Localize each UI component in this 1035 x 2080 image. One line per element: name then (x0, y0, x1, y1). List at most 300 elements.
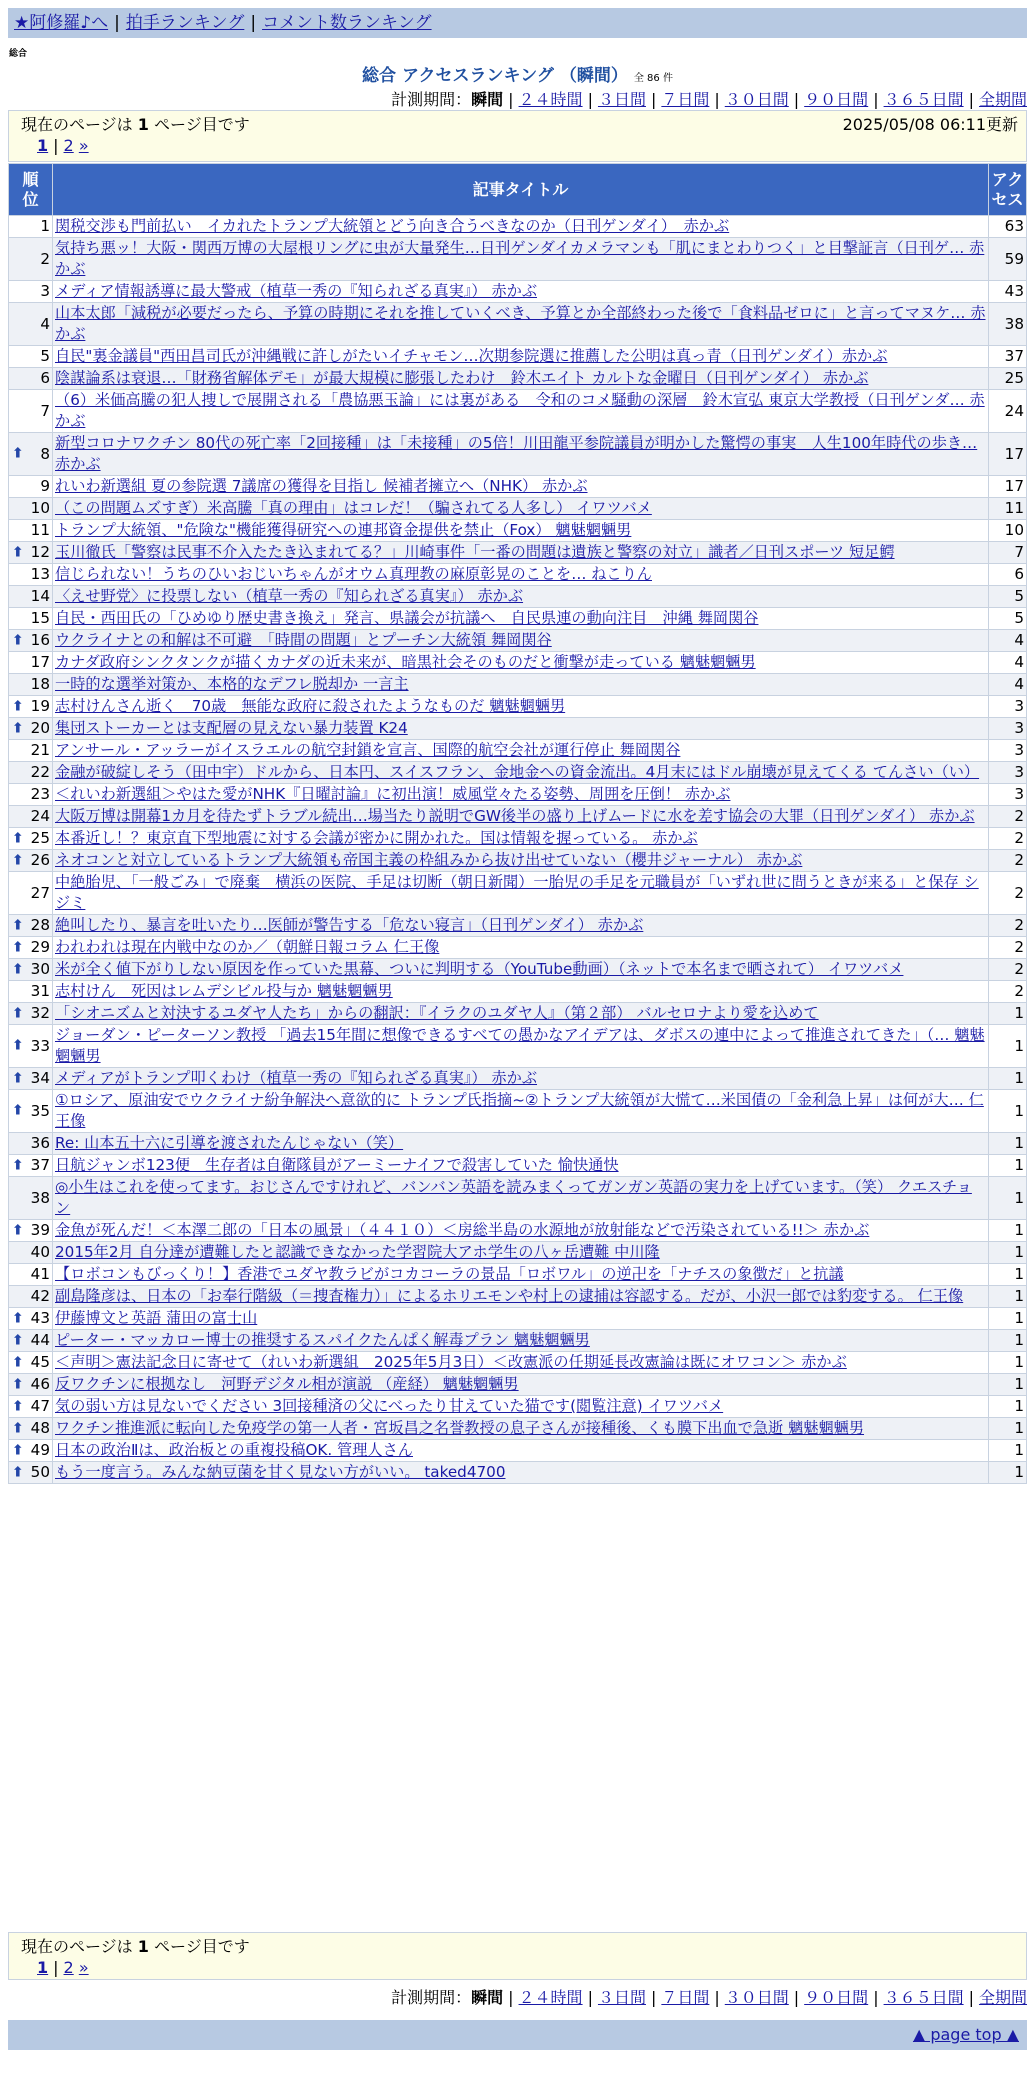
rank-number: 4 (40, 314, 50, 333)
access-count: 1 (989, 1374, 1027, 1396)
clap-ranking-link[interactable]: 拍手ランキング (125, 13, 245, 33)
article-title-link[interactable]: 絶叫したり、暴言を吐いたり…医師が警告する「危ない寝言」（日刊ゲンダイ） 赤かぶ (55, 916, 644, 934)
rank-number: 44 (30, 1331, 50, 1349)
page-link-current[interactable]: 1 (37, 136, 49, 155)
up-arrow-icon: ⬆ (12, 1376, 24, 1392)
up-arrow-icon: ⬆ (12, 1332, 24, 1348)
title-cell (53, 718, 989, 740)
period-option-link[interactable]: ９０日間 (804, 90, 869, 109)
access-count: 1 (989, 1330, 1027, 1352)
access-count: 1 (989, 1396, 1027, 1418)
table-row (9, 586, 1027, 608)
rank-number: 7 (40, 401, 50, 420)
article-title-link[interactable]: 金融が破綻しそう（田中宇）ドルから、日本円、スイスフラン、金地金への資金流出。4月末にはドル崩壊が見えてくる てんさい（い） (55, 763, 980, 781)
title-cell (53, 1352, 989, 1374)
rank-number: 36 (30, 1134, 50, 1152)
access-count: 3 (989, 740, 1027, 762)
article-title-link[interactable]: もう一度言う。みんな納豆菌を甘く見ない方がいい。 taked4700 (55, 1463, 506, 1481)
rank-cell (9, 630, 53, 652)
table-row (9, 303, 1027, 346)
article-title-link[interactable]: メディア情報誘導に最大警戒（植草一秀の『知られざる真実』） 赤かぶ (55, 282, 538, 300)
period-current: 瞬間 (471, 1988, 504, 2007)
period-selector-bottom (391, 1985, 1027, 2008)
rank-cell (9, 762, 53, 784)
up-arrow-icon: ⬆ (12, 939, 24, 955)
article-title-link[interactable]: 本番近し！？東京直下型地震に対する会議が密かに開かれた。国は情報を握っている。 赤かぶ (55, 829, 698, 847)
article-title-link[interactable]: われわれは現在内戦中なのか／（朝鮮日報コラム 仁王像 (55, 938, 440, 956)
rank-number: 15 (30, 609, 50, 627)
table-row (9, 281, 1027, 303)
table-row (9, 1242, 1027, 1264)
table-row (9, 368, 1027, 390)
page-link-current[interactable]: 1 (37, 1958, 49, 1977)
page-link[interactable]: 2 (63, 1958, 74, 1977)
rank-number: 24 (30, 807, 50, 825)
page-link[interactable]: 2 (63, 136, 74, 155)
article-title-link[interactable]: 気の弱い方は見ないでください 3回接種済の父にべったり甘えていた猫です(閲覧注意) イワツバメ (55, 1397, 724, 1415)
title-cell (53, 238, 989, 281)
article-title-link[interactable]: 【ロボコンもびっくり！】香港でユダヤ教ラビがコカコーラの景品「ロボワル」の逆卍を「ナチスの象徴だ」と抗議 (55, 1265, 844, 1283)
period-separator: | (508, 1988, 514, 2007)
rank-number: 40 (30, 1243, 50, 1261)
title-cell (53, 1155, 989, 1177)
access-count: 43 (989, 281, 1027, 303)
article-title-link[interactable]: アンサール・アッラーがイスラエルの航空封鎖を宣言、国際的航空会社が運行停止 舞岡関谷 (55, 741, 681, 759)
table-row (9, 872, 1027, 915)
rank-cell (9, 542, 53, 564)
rank-number: 42 (30, 1287, 50, 1305)
table-row (9, 696, 1027, 718)
access-count: 5 (989, 586, 1027, 608)
top-nav-bar (8, 8, 1027, 38)
article-title-link[interactable]: 金魚が死んだ！＜本澤二郎の「日本の風景」（４４１０）＜房総半島の水源地が放射能などで汚染されている!!＞ 赤かぶ (55, 1221, 870, 1239)
rank-cell (9, 1264, 53, 1286)
rank-cell (9, 696, 53, 718)
rank-cell (9, 390, 53, 433)
rank-number: 38 (30, 1188, 50, 1207)
rank-number: 9 (40, 477, 50, 495)
rank-cell (9, 718, 53, 740)
title-cell (53, 1025, 989, 1068)
nav-separator: | (114, 13, 120, 33)
article-title-link[interactable]: 自民・西田氏の「ひめゆり歴史書き換え」発言、県議会が抗議へ 自民県連の動向注目 沖縄 舞岡関谷 (55, 609, 759, 627)
table-row (9, 784, 1027, 806)
page-text-pre: 現在のページは (21, 115, 138, 134)
title-cell (53, 216, 989, 238)
access-count: 6 (989, 564, 1027, 586)
title-cell (53, 1286, 989, 1308)
rank-number: 31 (30, 982, 50, 1000)
article-title-link[interactable]: ＜声明＞憲法記念日に寄せて（れいわ新選組 2025年5月3日）＜改憲派の任期延長改憲論は既にオワコン＞ 赤かぶ (55, 1353, 847, 1371)
up-arrow-icon: ⬆ (12, 1102, 24, 1119)
rank-number: 13 (30, 565, 50, 583)
table-row (9, 806, 1027, 828)
rank-cell (9, 740, 53, 762)
up-arrow-icon: ⬆ (12, 1157, 24, 1173)
title-cell (53, 915, 989, 937)
access-count: 3 (989, 696, 1027, 718)
access-count: 2 (989, 806, 1027, 828)
article-title-link[interactable]: ワクチン推進派に転向した免疫学の第一人者・宮坂昌之名誉教授の息子さんが接種後、くも膜下出血で急逝 魑魅魍魎男 (55, 1419, 865, 1437)
up-arrow-icon: ⬆ (12, 1398, 24, 1414)
article-title-link[interactable]: 「シオニズムと対決するユダヤ人たち」からの翻訳：『イラクのユダヤ人』（第２部） バルセロナより愛を込めて (55, 1004, 819, 1022)
period-option-link[interactable]: ３６５日間 (883, 90, 964, 109)
period-option-link[interactable]: 全期間 (978, 1988, 1027, 2007)
period-option-link[interactable]: ３６５日間 (883, 1988, 964, 2007)
period-separator: | (508, 90, 514, 109)
table-row (9, 433, 1027, 476)
article-title-link[interactable]: 一時的な選挙対策か、本格的なデフレ脱却か 一言主 (55, 675, 409, 693)
article-title-link[interactable]: ＜れいわ新選組＞やはた愛がNHK『日曜討論』に初出演！威風堂々たる姿勢、周囲を圧倒！ 赤かぶ (55, 785, 731, 803)
title-cell (53, 740, 989, 762)
rank-number: 18 (30, 675, 50, 693)
rank-cell (9, 564, 53, 586)
rank-cell (9, 238, 53, 281)
rank-cell (9, 1090, 53, 1133)
period-option-link[interactable]: ９０日間 (804, 1988, 869, 2007)
access-count: 11 (989, 498, 1027, 520)
access-count: 2 (989, 828, 1027, 850)
article-title-link[interactable]: 〈えせ野党〉に投票しない（植草一秀の『知られざる真実』） 赤かぶ (55, 587, 524, 605)
table-row (9, 1286, 1027, 1308)
period-separator: | (873, 90, 879, 109)
rank-cell (9, 1308, 53, 1330)
article-title-link[interactable]: 日航ジャンボ123便 生存者は自衛隊員がアーミーナイフで殺害していた 愉快通快 (55, 1156, 619, 1174)
article-title-link[interactable]: 山本太郎「減税が必要だったら、予算の時期にそれを推していくべき、予算とか全部終わった後で「食料品ゼロに」と言ってマヌケ… 赤かぶ (55, 304, 986, 343)
rank-number: 34 (30, 1069, 50, 1087)
article-title-link[interactable]: 志村けんさん逝く 70歳 無能な政府に殺されたようなものだ 魑魅魍魎男 (55, 697, 566, 715)
table-row (9, 1025, 1027, 1068)
period-separator: | (650, 1988, 657, 2007)
table-row (9, 762, 1027, 784)
period-label: 計測期間： (391, 1988, 472, 2007)
ranking-title: 総合 アクセスランキング （瞬間） (362, 66, 628, 86)
rank-number: 33 (30, 1036, 50, 1055)
home-link[interactable]: ★阿修羅♪へ (14, 13, 109, 33)
rank-number: 5 (40, 347, 50, 365)
table-row (9, 1308, 1027, 1330)
title-cell (53, 476, 989, 498)
article-title-link[interactable]: ウクライナとの和解は不可避 「時間の問題」とプーチン大統領 舞岡関谷 (55, 631, 552, 649)
table-row (9, 520, 1027, 542)
rank-cell (9, 872, 53, 915)
title-cell (53, 433, 989, 476)
title-cell (53, 1090, 989, 1133)
article-title-link[interactable]: 自民"裏金議員"西田昌司氏が沖縄戦に許しがたいイチャモン…次期参院選に推薦した公明は真っ青（日刊ゲンダイ）赤かぶ (55, 347, 888, 365)
period-separator: | (968, 90, 974, 109)
comment-ranking-link[interactable]: コメント数ランキング (262, 13, 432, 33)
table-row (9, 238, 1027, 281)
page-separator: | (53, 136, 59, 155)
rank-cell (9, 586, 53, 608)
page-links (21, 135, 1014, 156)
period-option-link[interactable]: ３日間 (597, 90, 646, 109)
title-cell (53, 520, 989, 542)
rank-number: 27 (30, 883, 50, 902)
article-title-link[interactable]: ピーター・マッカロー博士の推奨するスパイクたんぱく解毒プラン 魑魅魍魎男 (55, 1331, 590, 1349)
title-cell (53, 1308, 989, 1330)
access-count: 5 (989, 608, 1027, 630)
rank-cell (9, 346, 53, 368)
table-row (9, 652, 1027, 674)
access-count: 1 (989, 1155, 1027, 1177)
title-cell (53, 1242, 989, 1264)
period-separator: | (968, 1988, 974, 2007)
title-cell (53, 674, 989, 696)
title-cell (53, 1418, 989, 1440)
rank-number: 12 (30, 543, 50, 561)
table-row (9, 564, 1027, 586)
pager-top (8, 110, 1027, 162)
page-links (21, 1957, 1014, 1978)
footer-bar (8, 2020, 1027, 2050)
access-count: 7 (989, 542, 1027, 564)
rank-cell (9, 1242, 53, 1264)
period-label: 計測期間： (391, 90, 472, 109)
article-title-link[interactable]: 米が全く値下がりしない原因を作っていた黒幕、ついに判明する（YouTube動画）（ネットで本名まで晒されて） イワツバメ (55, 960, 904, 978)
table-row (9, 1090, 1027, 1133)
access-count: 4 (989, 652, 1027, 674)
article-title-link[interactable]: 中絶胎児、「一般ごみ」で廃棄 横浜の医院、手足は切断（朝日新聞）一胎児の手足を元職員が「いずれ世に問うときが来る」と保存 シジミ (55, 873, 979, 912)
period-separator: | (587, 1988, 593, 2007)
table-row (9, 1330, 1027, 1352)
period-option-link[interactable]: ２４時間 (518, 1988, 583, 2007)
access-count: 1 (989, 1068, 1027, 1090)
up-arrow-icon: ⬆ (12, 852, 24, 868)
title-cell (53, 608, 989, 630)
title-cell (53, 806, 989, 828)
access-count: 1 (989, 1090, 1027, 1133)
access-count: 4 (989, 674, 1027, 696)
table-row (9, 718, 1027, 740)
access-count: 17 (989, 476, 1027, 498)
page-text-pre: 現在のページは (21, 1937, 138, 1956)
period-option-link[interactable]: ３日間 (597, 1988, 646, 2007)
article-title-link[interactable]: カナダ政府シンクタンクが描くカナダの近未来が、暗黒社会そのものだと衝撃が走っている 魑魅魍魎男 (55, 653, 756, 671)
rank-number: 26 (30, 851, 50, 869)
article-title-link[interactable]: 伊藤博文と英語 蒲田の富士山 (55, 1309, 258, 1327)
rank-cell (9, 608, 53, 630)
rank-cell (9, 1330, 53, 1352)
article-title-link[interactable]: トランプ大統領、"危険な"機能獲得研究への連邦資金提供を禁止（Fox） 魑魅魍魎男 (55, 521, 632, 539)
article-title-link[interactable]: ①ロシア、原油安でウクライナ紛争解決へ意欲的に トランプ氏指摘~②トランプ大統領が大慌て…米国債の「金利急上昇」は何が大… 仁王像 (55, 1091, 984, 1130)
article-title-link[interactable]: 副島隆彦は、日本の「お奉行階級（＝捜査権力）」によるホリエモンや村上の逮捕は容認する。だが、小沢一郎では豹変する。 仁王像 (55, 1287, 964, 1305)
title-cell (53, 828, 989, 850)
up-arrow-icon: ⬆ (12, 917, 24, 933)
rank-cell (9, 1396, 53, 1418)
table-row (9, 498, 1027, 520)
table-row (9, 1068, 1027, 1090)
rank-cell (9, 959, 53, 981)
table-row (9, 981, 1027, 1003)
rank-number: 28 (30, 916, 50, 934)
rank-cell (9, 476, 53, 498)
period-option-link[interactable]: ３０日間 (724, 1988, 789, 2007)
access-count: 25 (989, 368, 1027, 390)
rank-cell (9, 674, 53, 696)
ranking-table-body (9, 216, 1027, 1484)
period-separator: | (714, 90, 720, 109)
access-count: 17 (989, 433, 1027, 476)
up-arrow-icon: ⬆ (12, 1005, 24, 1021)
table-row (9, 608, 1027, 630)
rank-number: 30 (30, 960, 50, 978)
rank-number: 46 (30, 1375, 50, 1393)
article-title-link[interactable]: （この問題ムズすぎ）米高騰「真の理由」はコレだ！（騙されてる人多し） イワツバメ (55, 499, 652, 517)
access-count: 37 (989, 346, 1027, 368)
title-cell (53, 1440, 989, 1462)
period-option-link[interactable]: ７日間 (661, 90, 710, 109)
rank-number: 37 (30, 1156, 50, 1174)
rank-cell (9, 368, 53, 390)
rank-number: 23 (30, 785, 50, 803)
article-title-link[interactable]: 集団ストーカーとは支配層の見えない暴力装置 K24 (55, 719, 408, 737)
table-row (9, 476, 1027, 498)
table-row (9, 1374, 1027, 1396)
up-arrow-icon: ⬆ (12, 698, 24, 714)
title-cell (53, 630, 989, 652)
item-count: 全 86 件 (633, 73, 673, 84)
access-count: 1 (989, 1418, 1027, 1440)
period-option-link[interactable]: ２４時間 (518, 90, 583, 109)
rank-number: 45 (30, 1353, 50, 1371)
access-count: 1 (989, 1264, 1027, 1286)
up-arrow-icon: ⬆ (12, 1354, 24, 1370)
rank-number: 25 (30, 829, 50, 847)
table-row (9, 1440, 1027, 1462)
period-separator: | (873, 1988, 879, 2007)
up-arrow-icon: ⬆ (12, 720, 24, 736)
rank-cell (9, 1418, 53, 1440)
access-count: 2 (989, 850, 1027, 872)
article-title-link[interactable]: ネオコンと対立しているトランプ大統領も帝国主義の枠組みから抜け出せていない（櫻井ジャーナル） 赤かぶ (55, 851, 803, 869)
table-row (9, 1418, 1027, 1440)
updated-timestamp: 2025/05/08 06:11更新 (842, 115, 1018, 134)
access-count: 1 (989, 1440, 1027, 1462)
rank-number: 49 (30, 1441, 50, 1459)
rank-number: 3 (40, 282, 50, 300)
rank-number: 41 (30, 1265, 50, 1283)
title-cell (53, 1462, 989, 1484)
rank-cell (9, 1003, 53, 1025)
rank-number: 50 (30, 1463, 50, 1481)
title-cell (53, 872, 989, 915)
rank-cell (9, 652, 53, 674)
article-title-link[interactable]: 志村けん 死因はレムデシビル投与か 魑魅魍魎男 (55, 982, 393, 1000)
rank-cell (9, 981, 53, 1003)
rank-cell (9, 937, 53, 959)
page-top-link[interactable]: ▲ page top ▲ (912, 2025, 1019, 2044)
access-count: 24 (989, 390, 1027, 433)
up-arrow-icon: ⬆ (12, 544, 24, 560)
next-page-link[interactable]: » (78, 1958, 89, 1977)
access-column-header: アクセス (989, 164, 1027, 216)
up-arrow-icon: ⬆ (12, 1310, 24, 1326)
page-text-post: ページ目です (148, 1937, 250, 1956)
access-count: 1 (989, 1025, 1027, 1068)
title-cell (53, 937, 989, 959)
article-title-link[interactable]: メディアがトランプ叩くわけ（植草一秀の『知られざる真実』） 赤かぶ (55, 1069, 538, 1087)
title-cell (53, 564, 989, 586)
page-separator: | (53, 1958, 59, 1977)
title-column-header: 記事タイトル (53, 164, 989, 216)
period-option-link[interactable]: 全期間 (978, 90, 1027, 109)
access-count: 10 (989, 520, 1027, 542)
access-count: 2 (989, 981, 1027, 1003)
article-title-link[interactable]: Re: 山本五十六に引導を渡されたんじゃない（笑） (55, 1134, 404, 1152)
title-cell (53, 498, 989, 520)
article-title-link[interactable]: 陰謀論系は衰退…「財務省解体デモ」が最大規模に膨張したわけ 鈴木エイト カルトな金曜日（日刊ゲンダイ） 赤かぶ (55, 369, 869, 387)
title-cell (53, 1003, 989, 1025)
table-row (9, 850, 1027, 872)
title-cell (53, 1220, 989, 1242)
article-title-link[interactable]: 新型コロナワクチン 80代の死亡率「2回接種」は「未接種」の5倍！川田龍平参院議員が明かした驚愕の事実 人生100年時代の歩き… 赤かぶ (55, 434, 978, 473)
rank-number: 1 (40, 217, 50, 235)
rank-number: 32 (30, 1004, 50, 1022)
next-page-link[interactable]: » (78, 136, 89, 155)
rank-cell (9, 1286, 53, 1308)
table-row (9, 1462, 1027, 1484)
period-option-link[interactable]: ７日間 (661, 1988, 710, 2007)
title-cell (53, 1068, 989, 1090)
rank-cell (9, 1352, 53, 1374)
period-option-link[interactable]: ３０日間 (724, 90, 789, 109)
rank-cell (9, 784, 53, 806)
table-row (9, 828, 1027, 850)
article-title-link[interactable]: 信じられない！うちのひいおじいちゃんがオウム真理教の麻原彰晃のことを… ねこりん (55, 565, 652, 583)
rank-cell (9, 498, 53, 520)
rank-number: 14 (30, 587, 50, 605)
table-row (9, 630, 1027, 652)
article-title-link[interactable]: ◎小生はこれを使ってます。おじさんですけれど、バンバン英語を読みまくってガンガン英語の実力を上げています。（笑） クエスチョン (55, 1178, 972, 1217)
rank-number: 21 (30, 741, 50, 759)
rank-number: 20 (30, 719, 50, 737)
access-count: 1 (989, 1242, 1027, 1264)
title-cell (53, 762, 989, 784)
article-title-link[interactable]: 気持ち悪ッ！大阪・関西万博の大屋根リングに虫が大量発生…日刊ゲンダイカメラマンも「肌にまとわりつく」と目撃証言（日刊ゲ… 赤かぶ (55, 239, 985, 278)
article-title-link[interactable]: 玉川徹氏「警察は民事不介入たたき込まれてる？」川崎事件「一番の問題は遺族と警察の対立」識者／日刊スポーツ 短足鰐 (55, 543, 895, 561)
article-title-link[interactable]: 大阪万博は開幕1カ月を待たずトラブル続出…場当たり説明でGW後半の盛り上げムードに水を差す協会の大罪（日刊ゲンダイ） 赤かぶ (55, 807, 975, 825)
rank-number: 11 (30, 521, 50, 539)
category-label: 総合 (9, 49, 28, 59)
current-page-number: 1 (137, 1937, 149, 1956)
access-count: 1 (989, 1220, 1027, 1242)
access-count: 3 (989, 718, 1027, 740)
article-title-link[interactable]: 反ワクチンに根拠なし 河野デジタル相が演説 （産経） 魑魅魍魎男 (55, 1375, 519, 1393)
rank-number: 47 (30, 1397, 50, 1415)
article-title-link[interactable]: ジョーダン・ピーターソン教授 「過去15年間に想像できるすべての愚かなアイデアは、ダボスの連中によって推進されてきた」（… 魑魅魍魎男 (55, 1026, 985, 1065)
article-title-link[interactable]: 2015年2月 自分達が遭難したと認識できなかった学習院大アホ学生の八ヶ岳遭難 中川隆 (55, 1243, 660, 1261)
rank-cell (9, 520, 53, 542)
article-title-link[interactable]: 関税交渉も門前払い イカれたトランプ大統領とどう向き合うべきなのか（日刊ゲンダイ） 赤かぶ (55, 217, 730, 235)
rank-number: 29 (30, 938, 50, 956)
access-count: 1 (989, 1003, 1027, 1025)
rank-cell (9, 828, 53, 850)
up-arrow-icon: ⬆ (12, 961, 24, 977)
access-count: 2 (989, 915, 1027, 937)
rank-number: 48 (30, 1419, 50, 1437)
article-title-link[interactable]: （6）米価高騰の犯人捜しで展開される「農協悪玉論」には裏がある 令和のコメ騒動の深層 鈴木宣弘 東京大学教授（日刊ゲンダ… 赤かぶ (55, 391, 985, 430)
access-count: 1 (989, 1177, 1027, 1220)
article-title-link[interactable]: 日本の政治Ⅱは、政治板との重複投稿OK. 管理人さん (55, 1441, 413, 1459)
access-count: 2 (989, 937, 1027, 959)
access-count: 1 (989, 1286, 1027, 1308)
access-count: 1 (989, 1352, 1027, 1374)
access-count: 3 (989, 762, 1027, 784)
rank-cell (9, 1220, 53, 1242)
article-title-link[interactable]: れいわ新選組 夏の参院選 7議席の獲得を目指し 候補者擁立へ（NHK） 赤かぶ (55, 477, 588, 495)
period-separator: | (587, 90, 593, 109)
